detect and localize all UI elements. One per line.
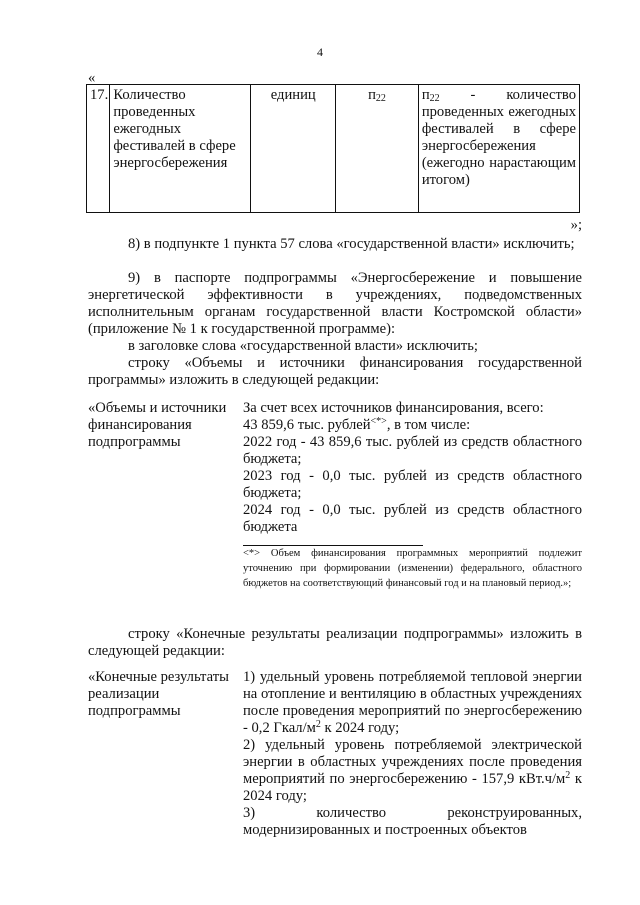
results-block	[88, 669, 582, 905]
paragraph-8: 8) в подпункте 1 пункта 57 слова «государственной власти» исключить;	[128, 236, 575, 252]
paragraph-9b: строку «Объемы и источники финансирования государственной программы» изложить в следующей редакции:	[88, 355, 582, 388]
result-item-3: 3) количество реконструированных, модернизированных и построенных объектов	[243, 805, 582, 838]
results-label: «Конечные результаты реализации подпрограммы	[88, 669, 229, 719]
indicator-symbol: $п_{22}$	[336, 85, 419, 213]
indicator-name: Количество проведенных ежегодных фестивалей в сфере энергосбережения	[110, 85, 251, 213]
funding-values	[243, 400, 582, 536]
indicator-unit: единиц	[251, 85, 336, 213]
funding-total-amount: 43 859,6 тыс. рублей<*>, в том числе:	[243, 416, 471, 433]
results-values	[243, 669, 582, 839]
closing-quote: »;	[570, 217, 582, 233]
result-item-1: 1) удельный уровень потребляемой тепловой энергии на отопление и вентиляцию в областных учреждениях после проведения мероприятий по энергосбережению - 0,2 Гкал/$м^2$ к 2024 году;	[243, 669, 582, 736]
funding-block	[88, 400, 582, 540]
indicator-table	[86, 84, 580, 213]
funding-total: За счет всех источников финансирования, всего:	[243, 400, 544, 416]
paragraph-9a: в заголовке слова «государственной власти» исключить;	[128, 338, 478, 354]
funding-2022: 2022 год - 43 859,6 тыс. рублей из средств областного бюджета;	[243, 434, 582, 467]
table-row	[87, 85, 580, 213]
result-item-2: 2) удельный уровень потребляемой электрической энергии в областных учреждениях после проведения мероприятий по энергосбережению - 157,9 $кВт.ч/м^2$ к 2024 году;	[243, 737, 582, 804]
funding-label: «Объемы и источники финансирования подпрограммы	[88, 400, 227, 450]
paragraph-9: 9) в паспорте подпрограммы «Энергосбережение и повышение энергетической эффективности в учреждениях, подведомственных исполнительным органам государственной власти Костромской области» (приложение № 1 к государственной программе):	[88, 270, 582, 337]
row-number: 17.	[87, 85, 110, 213]
funding-2024: 2024 год - 0,0 тыс. рублей из средств областного бюджета	[243, 502, 582, 535]
indicator-description: $п_{22}$ - количество проведенных ежегодных фестивалей в сфере энергосбережения (ежегодно нарастающим итогом)	[418, 85, 579, 213]
page-number: 4	[317, 45, 323, 59]
footnote: <*> Объем финансирования программных мероприятий подлежит уточнению при формировании (изменении) федерального, областного бюджетов на соответствующий финансовый год и на плановый период.»;	[243, 548, 582, 589]
paragraph-results: строку «Конечные результаты реализации подпрограммы» изложить в следующей редакции:	[88, 626, 582, 659]
opening-quote: «	[88, 70, 96, 86]
funding-2023: 2023 год - 0,0 тыс. рублей из средств областного бюджета;	[243, 468, 582, 501]
